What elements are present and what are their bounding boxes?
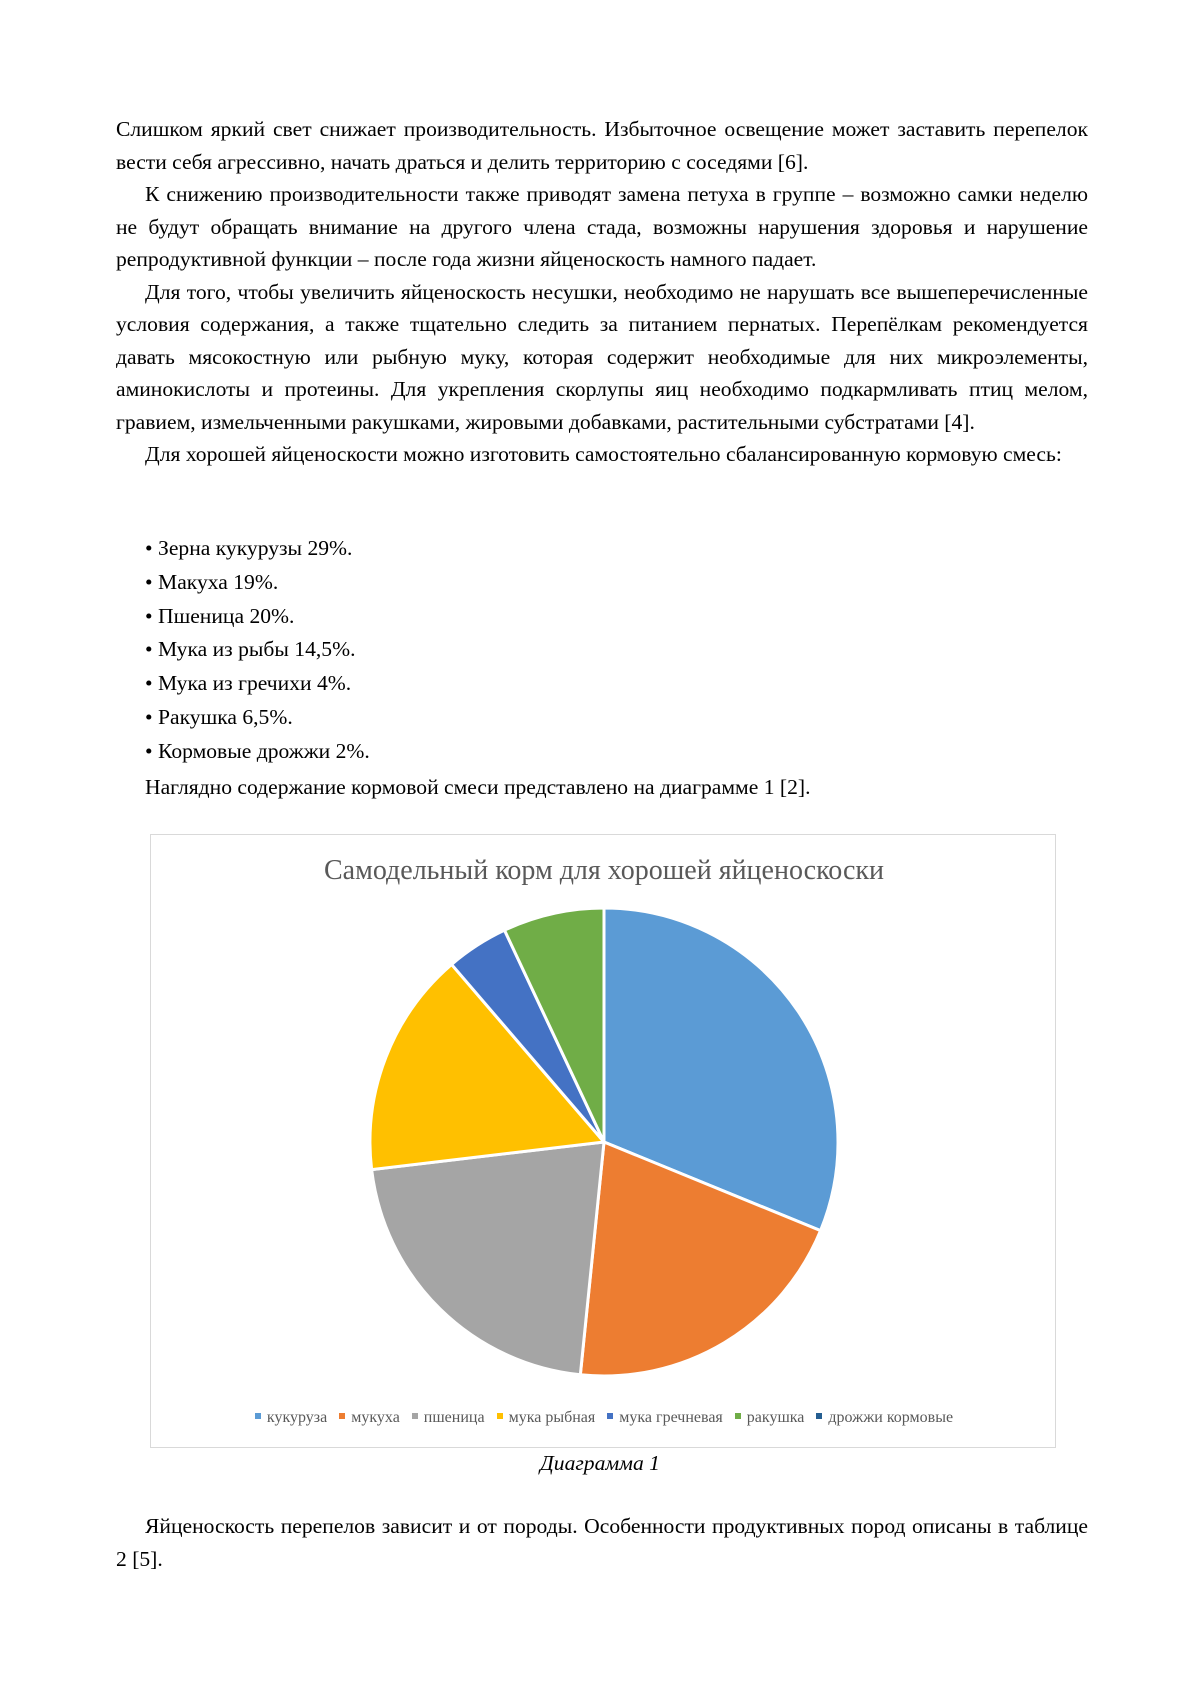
list-item-text: Ракушка 6,5%. [158, 704, 293, 729]
list-item [145, 701, 1088, 735]
paragraph: Для хорошей яйценоскости можно изготовить самостоятельно сбалансированную кормовую смесь: [145, 442, 1062, 466]
legend-item [607, 1409, 723, 1427]
bullet-icon: • [145, 637, 153, 662]
chart-title: Самодельный корм для хорошей яйценоскоски [324, 855, 884, 886]
legend-swatch-icon [497, 1413, 503, 1419]
legend-swatch-icon [412, 1413, 418, 1419]
list-item [145, 633, 1088, 667]
list-item-text: Кормовые дрожжи 2%. [158, 738, 370, 763]
bullet-icon: • [145, 704, 153, 729]
legend-item [816, 1409, 953, 1427]
legend-swatch-icon [816, 1413, 822, 1419]
legend-label: дрожжи кормовые [828, 1409, 954, 1426]
list-item [145, 735, 1088, 769]
legend-label: мукуха [351, 1409, 400, 1426]
list-item [145, 667, 1088, 701]
body-text-bottom [116, 1510, 1088, 1575]
pie-slice-2 [372, 1142, 604, 1375]
legend-swatch-icon [339, 1413, 345, 1419]
legend-label: пшеница [423, 1409, 485, 1426]
legend-label: ракушка [746, 1409, 805, 1426]
pie-plot [151, 835, 1057, 1449]
legend-swatch-icon [735, 1413, 741, 1419]
body-text-top [116, 113, 1088, 471]
list-item-text: Пшеница 20%. [158, 603, 295, 628]
paragraph: К снижению производительности также приводят замена петуха в группе – возможно самки неделю не будут обращать внимание на другого члена стада, возможны нарушения здоровья и нарушение репродуктивной функции – после года жизни яйценоскость намного падает. [116, 182, 1088, 271]
legend-item [412, 1409, 485, 1427]
list-item [145, 600, 1088, 634]
legend-swatch-icon [255, 1413, 261, 1419]
bullet-icon: • [145, 738, 153, 763]
chart-legend [151, 1409, 1057, 1427]
bullet-icon: • [145, 569, 153, 594]
diagram-reference: Наглядно содержание кормовой смеси представлено на диаграмме 1 [2]. [145, 775, 811, 799]
legend-label: кукуруза [266, 1409, 328, 1426]
diagram-caption: Диаграмма 1 [540, 1451, 660, 1475]
list-item-text: Зерна кукурузы 29%. [158, 536, 353, 560]
pie-chart [150, 834, 1056, 1448]
legend-item [497, 1409, 596, 1427]
list-item-text: Макуха 19%. [158, 569, 279, 594]
paragraph: Слишком яркий свет снижает производительность. Избыточное освещение может заставить перепелок вести себя агрессивно, начать драться и делить территорию с соседями [6]. [116, 117, 1088, 174]
bullet-icon: • [145, 536, 153, 560]
legend-item [735, 1409, 805, 1427]
bullet-icon: • [145, 603, 153, 628]
list-item-text: Мука из рыбы 14,5%. [158, 637, 356, 662]
list-item [145, 566, 1088, 600]
legend-label: мука гречневая [619, 1409, 723, 1426]
legend-label: мука рыбная [508, 1409, 596, 1426]
legend-swatch-icon [607, 1413, 613, 1419]
paragraph: Для того, чтобы увеличить яйценоскость несушки, необходимо не нарушать все вышеперечисленные условия содержания, а также тщательно следить за питанием пернатых. Перепёлкам рекомендуется давать мясокостную или рыбную муку, которая содержит необходимые для них микроэлементы, аминокислоты и протеины. Для укрепления скорлупы яиц необходимо подкармливать птиц мелом, гравием, измельченными ракушками, жировыми добавками, растительными субстратами [4]. [116, 279, 1088, 434]
ingredient-list [116, 532, 1088, 769]
list-item-text: Мука из гречихи 4%. [158, 671, 352, 696]
legend-item [339, 1409, 400, 1427]
bullet-icon: • [145, 671, 153, 696]
legend-item [255, 1409, 327, 1427]
paragraph: Яйценоскость перепелов зависит и от породы. Особенности продуктивных пород описаны в таблице 2 [5]. [116, 1514, 1088, 1571]
list-item [145, 532, 1088, 566]
